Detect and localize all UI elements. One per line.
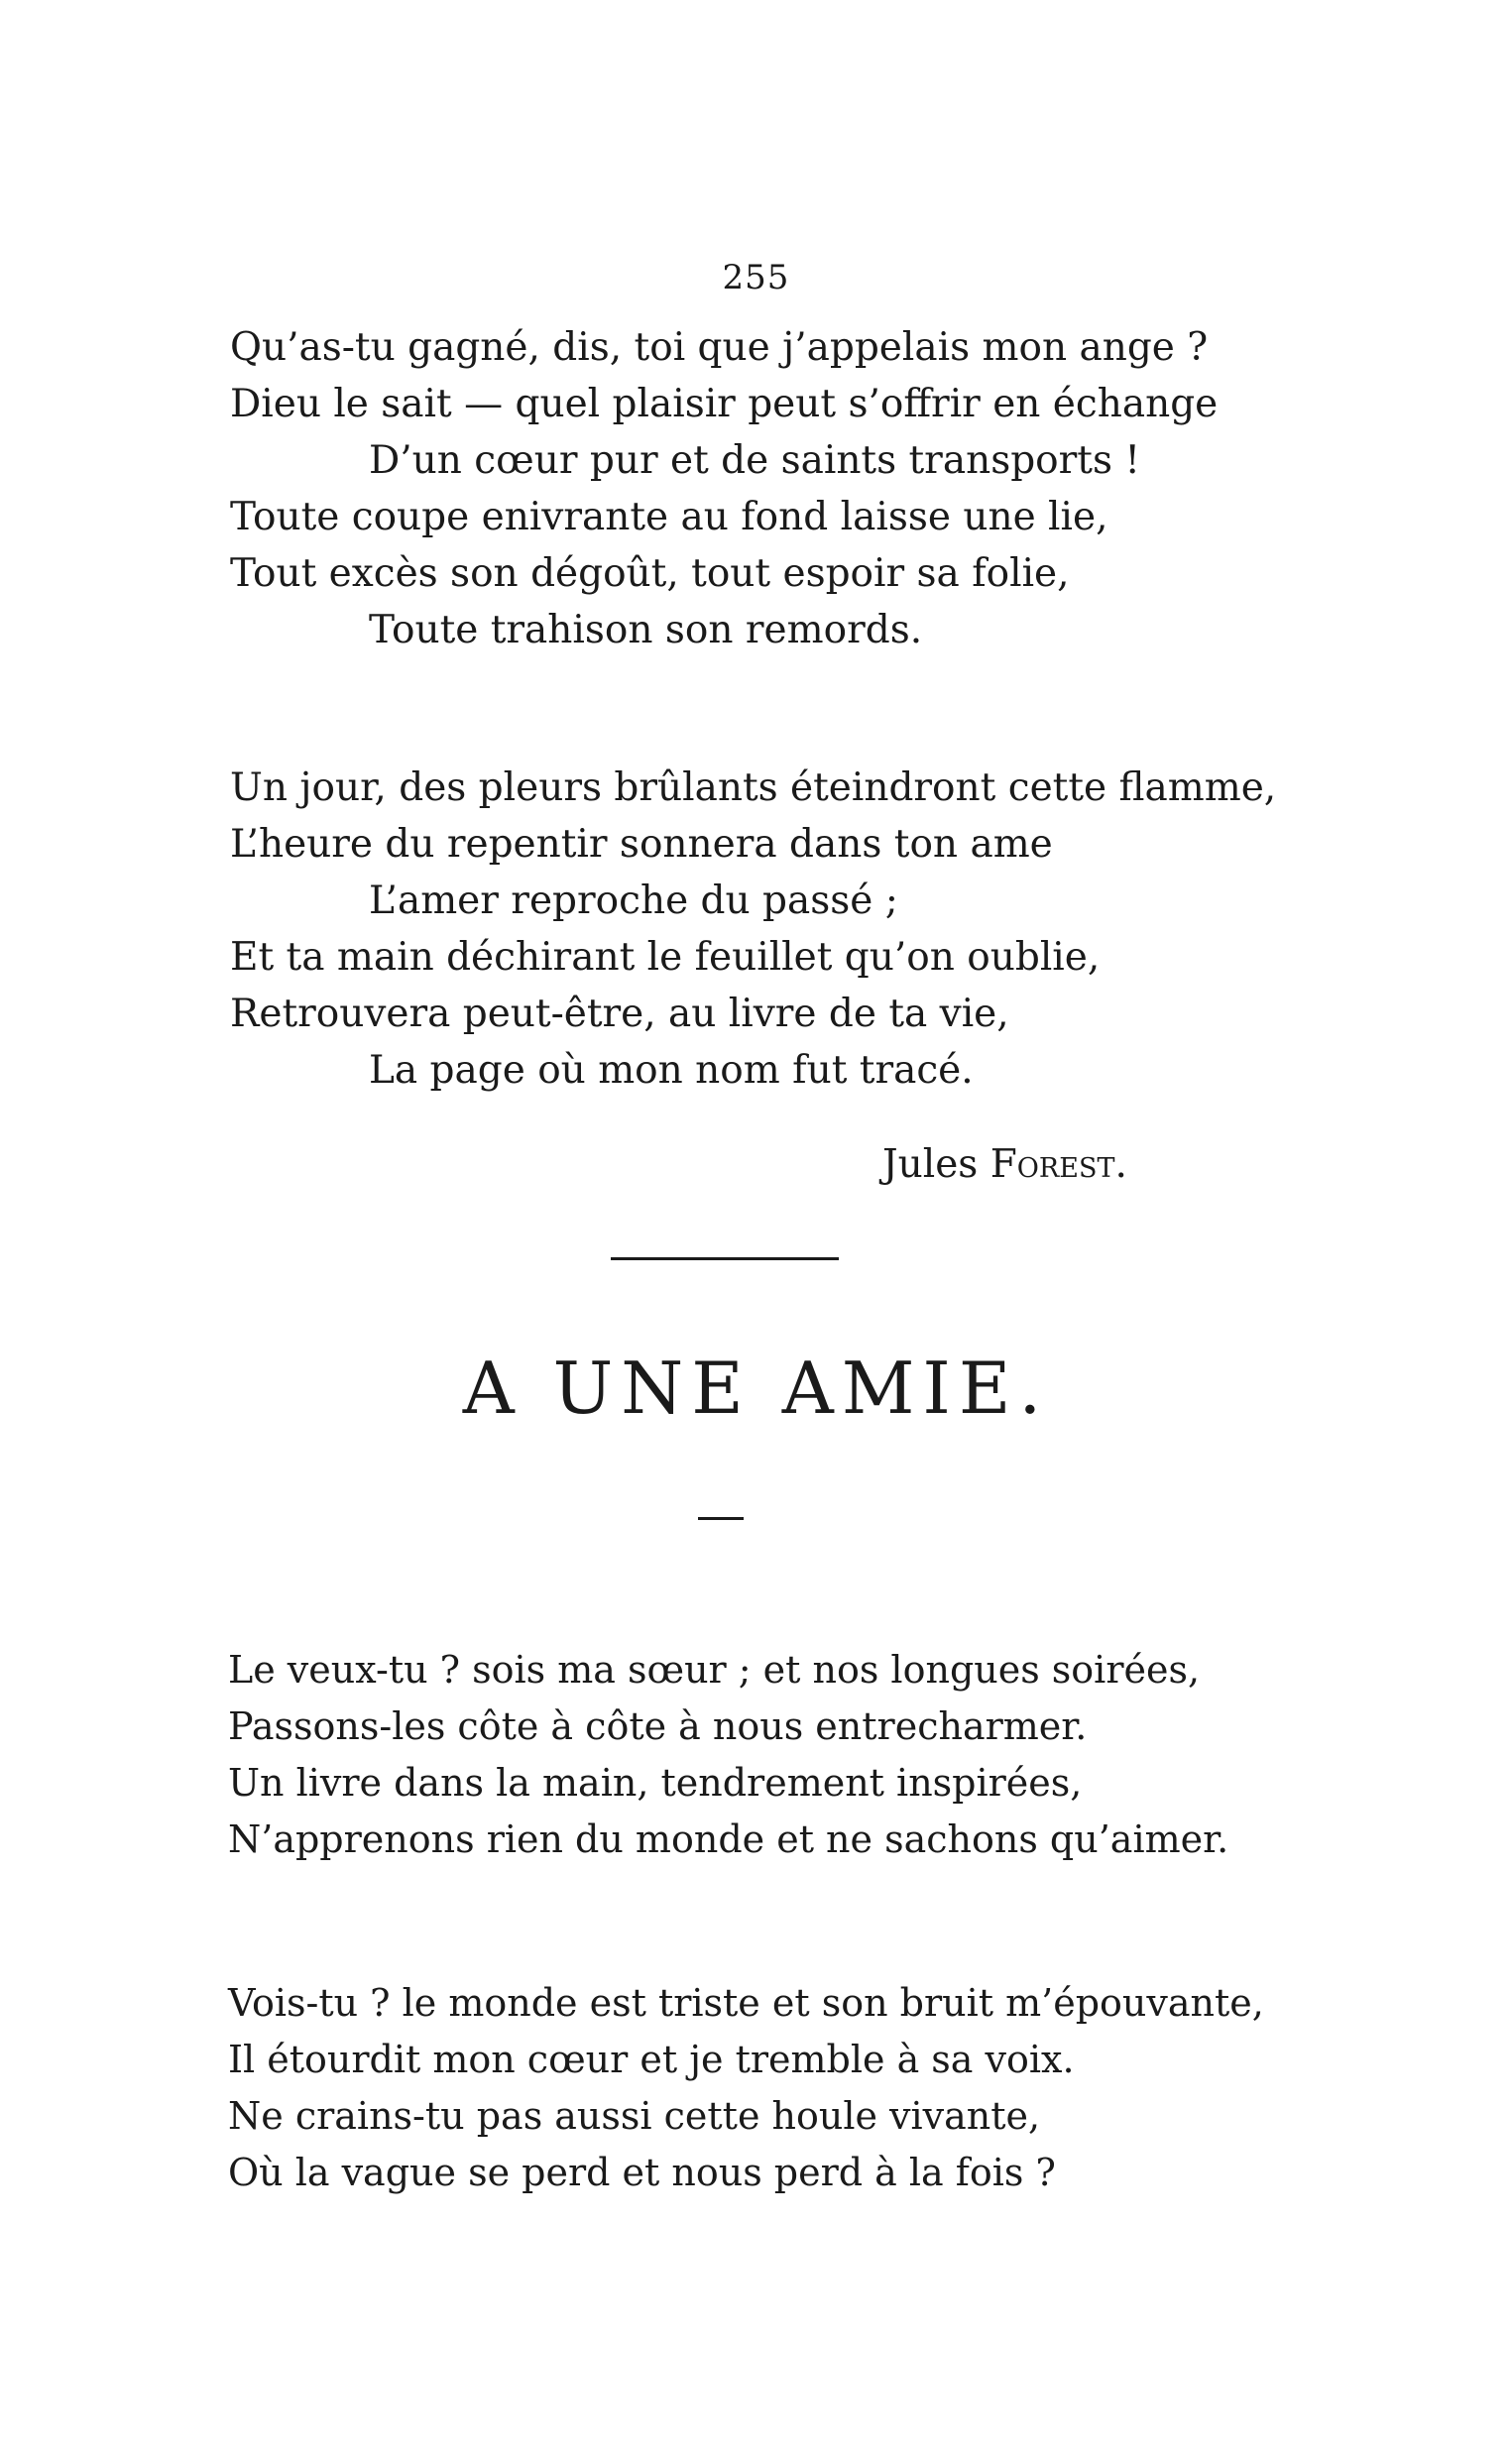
verse-line: Un livre dans la main, tendrement inspirées, bbox=[228, 1761, 1083, 1805]
author-last-name: Forest. bbox=[989, 1142, 1127, 1187]
verse-line: Qu’as-tu gagné, dis, toi que j’appelais mon ange ? bbox=[230, 325, 1209, 370]
poem-title: A UNE AMIE. bbox=[462, 1347, 1050, 1430]
poem-stanza-3 bbox=[228, 1642, 1299, 1868]
verse-line: La page où mon nom fut tracé. bbox=[369, 1048, 974, 1093]
verse-line: Le veux-tu ? sois ma sœur ; et nos longues soirées, bbox=[228, 1648, 1201, 1692]
verse-line: Et ta main déchirant le feuillet qu’on oublie, bbox=[230, 935, 1101, 980]
poem-stanza-4 bbox=[228, 1975, 1299, 2201]
poem-stanza-1 bbox=[230, 319, 1301, 658]
verse-line: N’apprenons rien du monde et ne sachons qu’aimer. bbox=[228, 1817, 1229, 1861]
poem-stanza-2 bbox=[230, 760, 1301, 1099]
verse-line: Toute trahison son remords. bbox=[369, 608, 923, 652]
section-divider bbox=[611, 1257, 839, 1260]
verse-line: Il étourdit mon cœur et je tremble à sa voix. bbox=[228, 2038, 1075, 2081]
verse-line: Toute coupe enivrante au fond laisse une lie, bbox=[230, 495, 1108, 539]
page-number: 255 bbox=[722, 258, 790, 297]
verse-line: Un jour, des pleurs brûlants éteindront cette flamme, bbox=[230, 765, 1277, 810]
verse-line: Dieu le sait — quel plaisir peut s’offrir en échange bbox=[230, 382, 1219, 426]
verse-line: L’heure du repentir sonnera dans ton ame bbox=[230, 822, 1053, 867]
author-first-name: Jules bbox=[882, 1142, 979, 1187]
verse-line: Retrouvera peut-être, au livre de ta vie, bbox=[230, 992, 1009, 1036]
verse-line: L’amer reproche du passé ; bbox=[369, 878, 898, 923]
author-signature bbox=[882, 1136, 1127, 1193]
title-divider bbox=[698, 1517, 744, 1520]
verse-line: D’un cœur pur et de saints transports ! bbox=[369, 438, 1141, 483]
verse-line: Passons-les côte à côte à nous entrecharmer. bbox=[228, 1704, 1088, 1748]
verse-line: Vois-tu ? le monde est triste et son bruit m’épouvante, bbox=[228, 1981, 1264, 2025]
verse-line: Où la vague se perd et nous perd à la fois ? bbox=[228, 2151, 1056, 2194]
verse-line: Tout excès son dégoût, tout espoir sa folie, bbox=[230, 551, 1070, 596]
verse-line: Ne crains-tu pas aussi cette houle vivante, bbox=[228, 2094, 1041, 2138]
